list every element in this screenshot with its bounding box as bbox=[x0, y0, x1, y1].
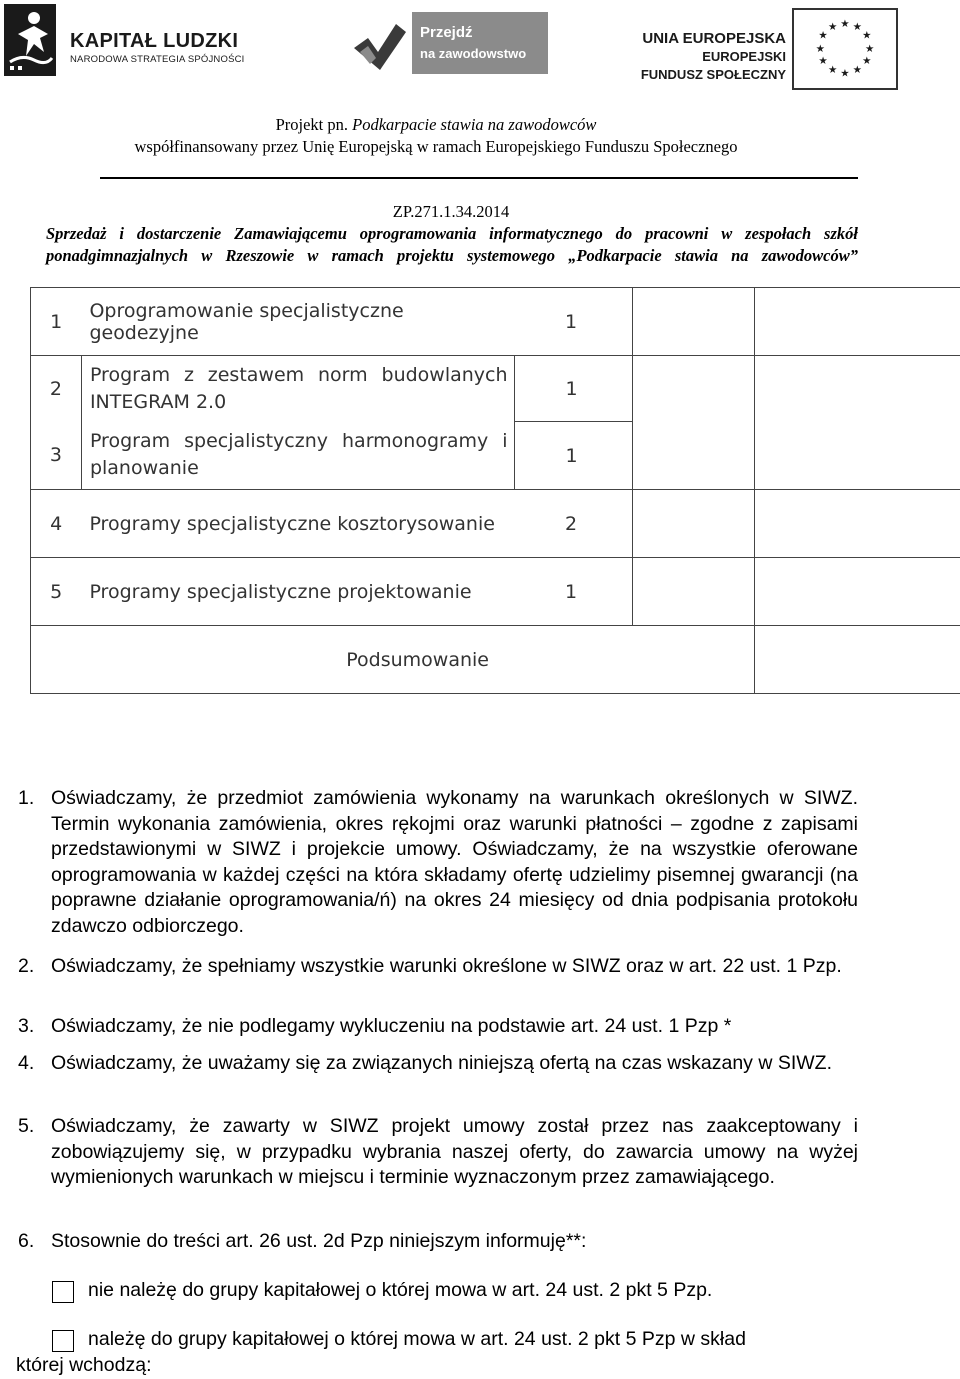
row-quantity: 1 bbox=[514, 288, 633, 356]
declaration-item bbox=[18, 1229, 858, 1255]
row-value-cell bbox=[755, 558, 960, 626]
summary-label: Podsumowanie bbox=[31, 626, 755, 694]
declaration-item bbox=[18, 786, 858, 940]
project-name: Podkarpacie stawia na zawodowców bbox=[352, 115, 597, 134]
option-label: nie należę do grupy kapitałowej o której mowa w art. 24 ust. 2 pkt 5 Pzp. bbox=[88, 1279, 713, 1301]
svg-text:★: ★ bbox=[840, 18, 850, 31]
summary-value-cell bbox=[755, 626, 960, 694]
eu-line3: FUNDUSZ SPOŁECZNY bbox=[640, 67, 786, 82]
kapital-ludzki-emblem-icon bbox=[4, 4, 56, 76]
items-table bbox=[30, 287, 960, 694]
svg-text:★: ★ bbox=[827, 20, 838, 33]
table-row bbox=[31, 490, 960, 558]
kapital-ludzki-subtitle: NARODOWA STRATEGIA SPÓJNOŚCI bbox=[70, 54, 245, 65]
row-unit-price-cell bbox=[633, 558, 755, 626]
declaration-text: Oświadczamy, że spełniamy wszystkie warunki określone w SIWZ oraz w art. 22 ust. 1 Pzp. bbox=[51, 955, 842, 977]
row-quantity: 2 bbox=[514, 490, 633, 558]
kapital-ludzki-title: KAPITAŁ LUDZKI bbox=[70, 30, 239, 52]
row-value-cell bbox=[755, 356, 960, 490]
declaration-number: 6. bbox=[18, 1230, 35, 1252]
project-prefix: Projekt pn. bbox=[275, 115, 353, 134]
logo-header bbox=[0, 0, 960, 95]
svg-text:★: ★ bbox=[818, 29, 828, 42]
declaration-item bbox=[18, 1051, 858, 1077]
row-unit-price-cell bbox=[633, 356, 755, 490]
row-name: Program specjalistyczny harmonogramy i planowanie bbox=[81, 422, 514, 490]
przejdz-na-zawodowstwo-logo bbox=[348, 12, 550, 76]
tender-subject bbox=[46, 223, 858, 267]
declaration-number: 5. bbox=[18, 1115, 35, 1137]
row-name: Program z zestawem norm budowlanych INTEGRAM 2.0 bbox=[81, 356, 514, 422]
declaration-number: 4. bbox=[18, 1052, 35, 1074]
svg-text:★: ★ bbox=[852, 63, 863, 76]
project-name-line bbox=[0, 114, 872, 136]
declaration-item bbox=[18, 954, 858, 980]
declaration-text: Oświadczamy, że zawarty w SIWZ projekt umowy został przez nas zaakceptowany i zobowiązujemy się, w przypadku wybrania naszej oferty, do zawarcia umowy na wyżej wymienionych warunkach w miejscu i terminie wyznaczonym przez zamawiającego. bbox=[51, 1115, 858, 1189]
row-number: 3 bbox=[31, 422, 82, 490]
checkmark-emblem-icon bbox=[348, 18, 410, 76]
table-row bbox=[31, 288, 960, 356]
eu-logo bbox=[640, 8, 898, 90]
table-row bbox=[31, 558, 960, 626]
declaration-text: Stosownie do treści art. 26 ust. 2d Pzp niniejszym informuję**: bbox=[51, 1230, 587, 1252]
eu-flag-icon bbox=[792, 8, 898, 90]
declaration-number: 2. bbox=[18, 955, 35, 977]
svg-text:★: ★ bbox=[815, 42, 825, 55]
summary-row bbox=[31, 626, 960, 694]
svg-text:★: ★ bbox=[862, 29, 872, 42]
svg-text:★: ★ bbox=[818, 55, 828, 68]
row-number: 4 bbox=[31, 490, 82, 558]
declaration-number: 1. bbox=[18, 787, 35, 809]
row-quantity: 1 bbox=[514, 422, 633, 490]
option-member bbox=[16, 1327, 862, 1378]
svg-text:★: ★ bbox=[852, 20, 863, 33]
row-value-cell bbox=[755, 288, 960, 356]
row-number: 5 bbox=[31, 558, 82, 626]
row-number: 2 bbox=[31, 356, 82, 422]
svg-text:★: ★ bbox=[840, 67, 850, 80]
row-name: Oprogramowanie specjalistyczne geodezyjne bbox=[81, 288, 514, 356]
checkbox-member[interactable] bbox=[52, 1330, 74, 1352]
declaration-item bbox=[18, 1014, 858, 1040]
table-row bbox=[31, 356, 960, 422]
checkbox-not-member[interactable] bbox=[52, 1281, 74, 1303]
declaration-text: Oświadczamy, że nie podlegamy wykluczeniu na podstawie art. 24 ust. 1 Pzp * bbox=[51, 1015, 732, 1037]
tender-subject-line2: ponadgimnazjalnych w Rzeszowie w ramach projektu systemowego „Podkarpacie stawia na zawodowców” bbox=[46, 246, 858, 265]
option-not-member bbox=[52, 1278, 862, 1304]
eu-line1: UNIA EUROPEJSKA bbox=[642, 30, 786, 47]
project-cofinanced-line: współfinansowany przez Unię Europejską w ramach Europejskiego Funduszu Społecznego bbox=[134, 137, 738, 156]
option-label-continuation: której wchodzą: bbox=[16, 1353, 152, 1376]
przejdz-line1: Przejdź bbox=[420, 24, 473, 41]
declaration-item bbox=[18, 1114, 858, 1191]
declaration-text: Oświadczamy, że przedmiot zamówienia wykonamy na warunkach określonych w SIWZ. Termin wykonania zamówienia, okres rękojmi oraz warunki płatności – zgodne z zapisami przedstawionymi w SIWZ i projekcie umowy. Oświadczamy, że na wszystkie oferowane oprogramowania w każdej części na która składamy ofertę udzielimy pisemnej gwarancji (na poprawne działanie oprogramowania/ń) na okres 24 miesięcy od dnia podpisania protokołu zdawczo odbiorczego. bbox=[51, 787, 858, 937]
header-divider bbox=[100, 177, 858, 179]
svg-text:★: ★ bbox=[827, 63, 838, 76]
kapital-ludzki-logo bbox=[4, 4, 254, 76]
row-value-cell bbox=[755, 490, 960, 558]
declaration-text: Oświadczamy, że uważamy się za związanych niniejszą ofertą na czas wskazany w SIWZ. bbox=[51, 1052, 832, 1074]
row-quantity: 1 bbox=[514, 356, 633, 422]
row-name: Programy specjalistyczne projektowanie bbox=[81, 558, 514, 626]
tender-subject-line1: Sprzedaż i dostarczenie Zamawiającemu oprogramowania informatycznego do pracowni w zespołach szkół bbox=[46, 224, 858, 243]
row-quantity: 1 bbox=[514, 558, 633, 626]
reference-number: ZP.271.1.34.2014 bbox=[392, 202, 510, 221]
svg-text:★: ★ bbox=[862, 55, 872, 68]
row-unit-price-cell bbox=[633, 288, 755, 356]
project-title-block bbox=[0, 114, 872, 158]
row-number: 1 bbox=[31, 288, 82, 356]
eu-text-block bbox=[641, 30, 786, 84]
row-unit-price-cell bbox=[633, 490, 755, 558]
eu-line2: EUROPEJSKI bbox=[702, 49, 786, 64]
przejdz-line2: na zawodowstwo bbox=[420, 46, 527, 61]
przejdz-banner bbox=[412, 12, 548, 74]
option-label: należę do grupy kapitałowej o której mowa w art. 24 ust. 2 pkt 5 Pzp w skład bbox=[88, 1328, 746, 1350]
svg-text:★: ★ bbox=[865, 42, 875, 55]
row-name: Programy specjalistyczne kosztorysowanie bbox=[81, 490, 514, 558]
declaration-number: 3. bbox=[18, 1015, 35, 1037]
